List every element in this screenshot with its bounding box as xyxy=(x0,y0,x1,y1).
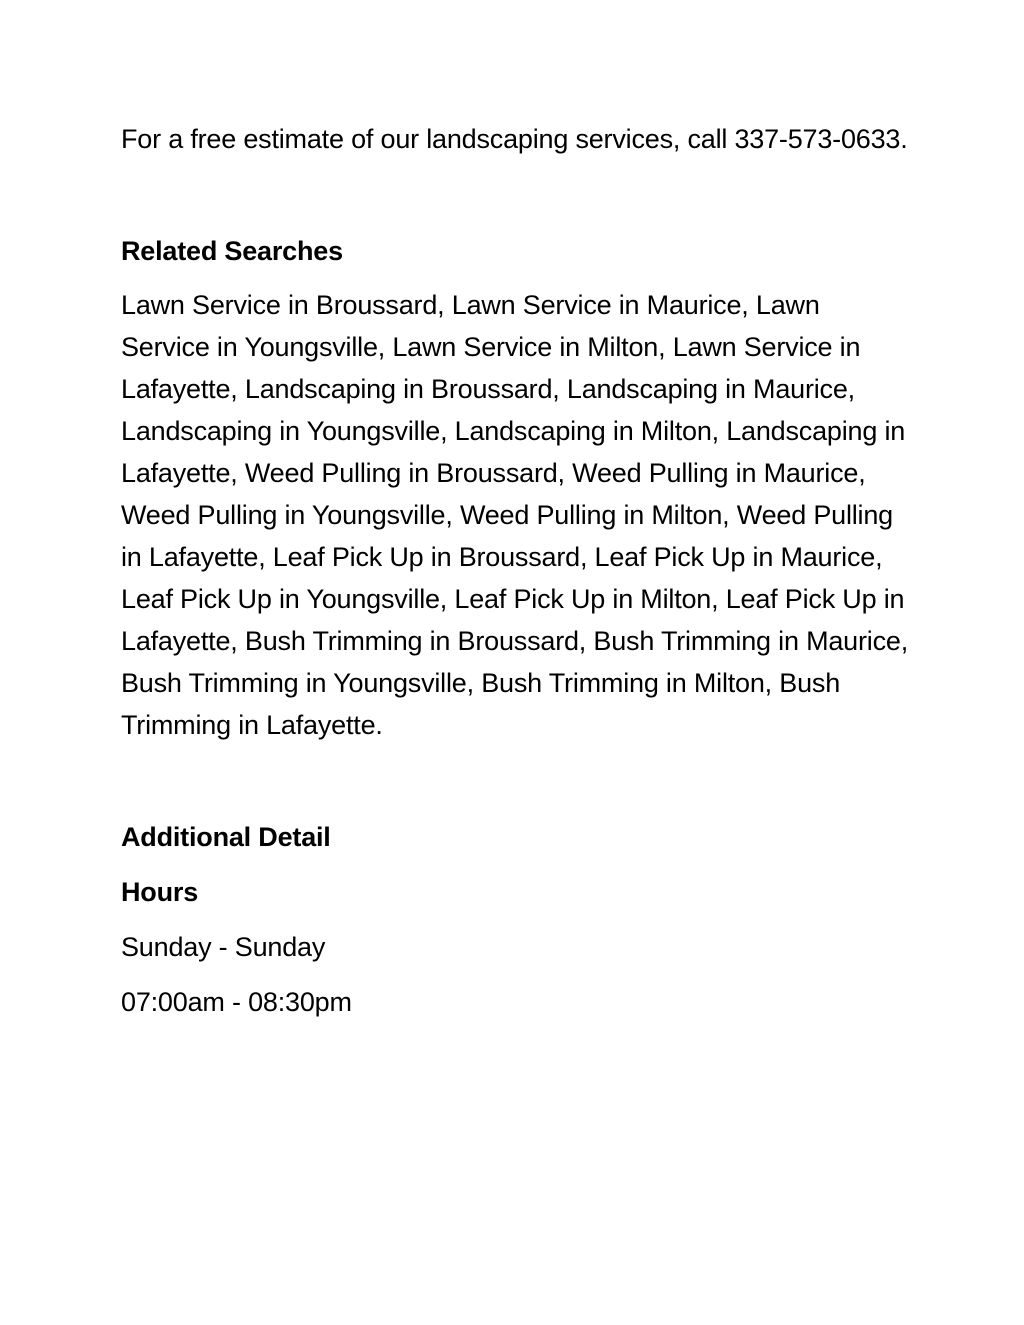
additional-detail-heading: Additional Detail xyxy=(121,822,331,852)
related-searches-heading: Related Searches xyxy=(121,236,343,266)
hours-time: 07:00am - 08:30pm xyxy=(121,987,352,1017)
related-searches-list: Lawn Service in Broussard, Lawn Service in Maurice, Lawn Service in Youngsville, Lawn Service in Milton, Lawn Service in Lafayette, Landscaping in Broussard, Landscaping in Maurice, Landscaping in Youngsville, Landscaping in Milton, Landscaping in Lafayette, Weed Pulling in Broussard, Weed Pulling in Maurice, Weed Pulling in Youngsville, Weed Pulling in Milton, Weed Pulling in Lafayette, Leaf Pick Up in Broussard, Leaf Pick Up in Maurice, Leaf Pick Up in Youngsville, Leaf Pick Up in Milton, Leaf Pick Up in Lafayette, Bush Trimming in Broussard, Bush Trimming in Maurice, Bush Trimming in Youngsville, Bush Trimming in Milton, Bush Trimming in Lafayette. xyxy=(121,290,909,740)
intro-paragraph: For a free estimate of our landscaping services, call 337-573-0633. xyxy=(121,124,908,154)
hours-heading: Hours xyxy=(121,877,199,907)
hours-days: Sunday - Sunday xyxy=(121,932,326,962)
document-page xyxy=(121,118,911,1023)
